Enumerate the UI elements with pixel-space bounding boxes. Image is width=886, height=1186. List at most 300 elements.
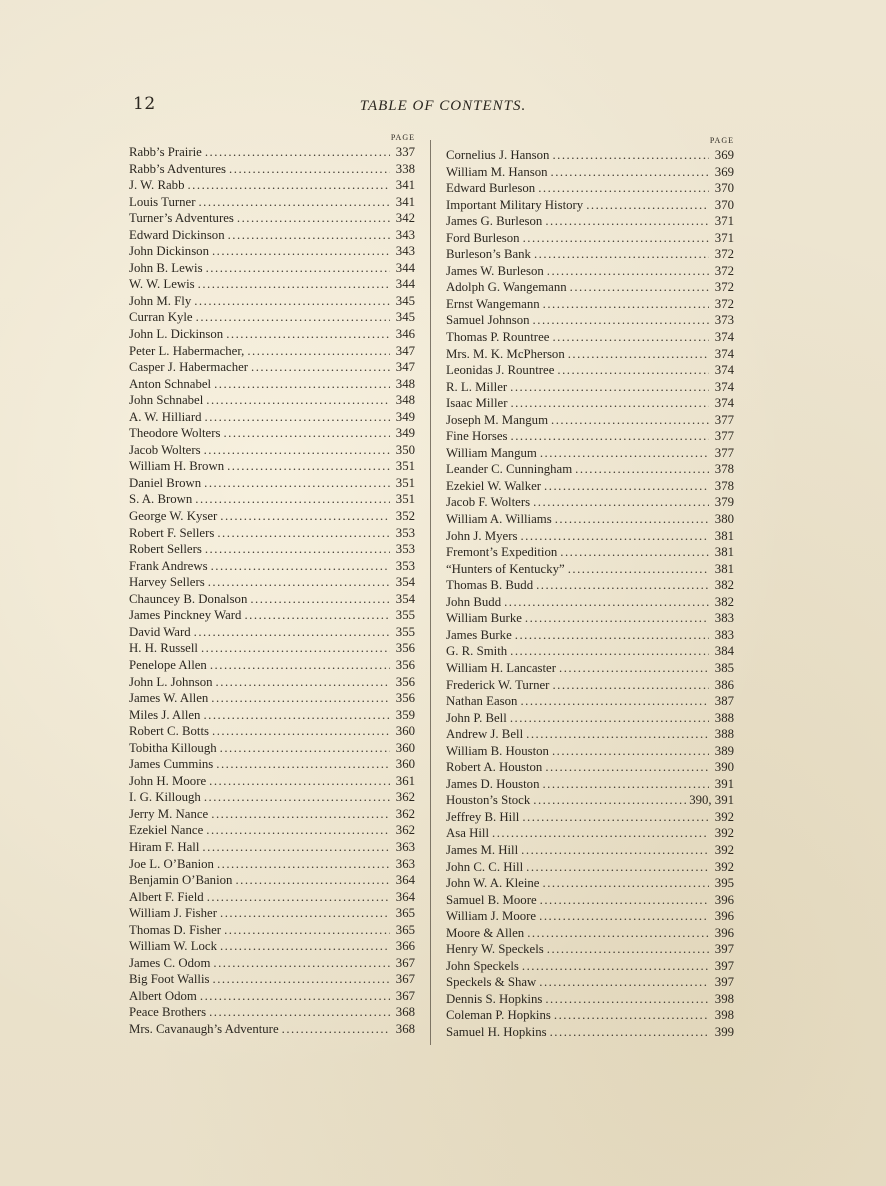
toc-entry bbox=[129, 558, 415, 575]
dot-leader bbox=[195, 491, 390, 508]
toc-entry bbox=[129, 508, 415, 525]
dot-leader bbox=[212, 723, 390, 740]
toc-entry bbox=[446, 842, 734, 859]
toc-entry-title: Jacob F. Wolters bbox=[446, 495, 531, 510]
toc-entry-page: 349 bbox=[395, 409, 415, 424]
toc-entry-title: John Budd bbox=[446, 594, 502, 609]
toc-entry-page: 349 bbox=[395, 426, 415, 441]
dot-leader bbox=[540, 445, 709, 462]
dot-leader bbox=[224, 922, 390, 939]
dot-leader bbox=[523, 230, 709, 247]
toc-entry-page: 362 bbox=[395, 790, 415, 805]
toc-entry bbox=[129, 1004, 415, 1021]
toc-entry-page: 353 bbox=[395, 525, 415, 540]
toc-entry-page: 352 bbox=[395, 509, 415, 524]
toc-entry-page: 378 bbox=[714, 478, 734, 493]
toc-entry bbox=[129, 442, 415, 459]
toc-entry-page: 382 bbox=[714, 578, 734, 593]
toc-entry-title: John H. Moore bbox=[129, 773, 207, 788]
right-column bbox=[446, 135, 736, 1041]
toc-entry-title: Ezekiel Nance bbox=[129, 823, 204, 838]
toc-entry-page: 370 bbox=[714, 197, 734, 212]
toc-entry bbox=[446, 577, 734, 594]
toc-entry-title: John L. Dickinson bbox=[129, 327, 224, 342]
toc-entry-page: 397 bbox=[714, 958, 734, 973]
toc-entry-title: James Pinckney Ward bbox=[129, 608, 242, 623]
toc-entry-title: Moore & Allen bbox=[446, 925, 525, 940]
toc-entry bbox=[446, 379, 734, 396]
toc-entry-page: 395 bbox=[714, 876, 734, 891]
toc-entry bbox=[446, 180, 734, 197]
toc-entry-title: Albert Odom bbox=[129, 988, 197, 1003]
toc-entry bbox=[446, 230, 734, 247]
toc-entry bbox=[129, 607, 415, 624]
dot-leader bbox=[551, 164, 710, 181]
toc-entry-title: James G. Burleson bbox=[446, 214, 543, 229]
toc-entry-title: Edward Burleson bbox=[446, 181, 536, 196]
dot-leader bbox=[510, 395, 709, 412]
running-head: TABLE OF CONTENTS. bbox=[359, 98, 527, 114]
dot-leader bbox=[204, 789, 390, 806]
toc-entry-title: William Burke bbox=[446, 611, 522, 626]
toc-entry bbox=[446, 445, 734, 462]
dot-leader bbox=[555, 511, 709, 528]
toc-entry bbox=[446, 627, 734, 644]
toc-entry bbox=[446, 660, 734, 677]
dot-leader bbox=[203, 707, 390, 724]
toc-entry-page: 367 bbox=[395, 955, 415, 970]
toc-entry-title: William M. Hanson bbox=[446, 164, 548, 179]
toc-entry bbox=[446, 362, 734, 379]
toc-entry-page: 387 bbox=[714, 694, 734, 709]
toc-entry bbox=[129, 144, 415, 161]
toc-entry-page: 363 bbox=[395, 839, 415, 854]
toc-entry-title: Isaac Miller bbox=[446, 396, 508, 411]
dot-leader bbox=[511, 428, 710, 445]
toc-entry bbox=[129, 922, 415, 939]
dot-leader bbox=[209, 773, 390, 790]
toc-entry-page: 382 bbox=[714, 594, 734, 609]
toc-entry-page: 360 bbox=[395, 740, 415, 755]
dot-leader bbox=[194, 293, 390, 310]
dot-leader bbox=[543, 296, 709, 313]
dot-leader bbox=[552, 743, 709, 760]
dot-leader bbox=[214, 376, 390, 393]
dot-leader bbox=[540, 892, 709, 909]
dot-leader bbox=[211, 690, 390, 707]
dot-leader bbox=[201, 640, 390, 657]
toc-entry-title: “Hunters of Kentucky” bbox=[446, 561, 565, 576]
toc-entry bbox=[129, 458, 415, 475]
toc-entry bbox=[446, 213, 734, 230]
dot-leader bbox=[220, 508, 390, 525]
toc-entry-title: John Speckels bbox=[446, 958, 519, 973]
dot-leader bbox=[213, 955, 390, 972]
toc-entry-title: Edward Dickinson bbox=[129, 227, 225, 242]
toc-entry-page: 372 bbox=[714, 296, 734, 311]
toc-entry-page: 354 bbox=[395, 591, 415, 606]
dot-leader bbox=[207, 889, 390, 906]
toc-entry bbox=[129, 210, 415, 227]
dot-leader bbox=[515, 627, 709, 644]
dot-leader bbox=[510, 710, 709, 727]
toc-entry-page: 364 bbox=[395, 873, 415, 888]
dot-leader bbox=[545, 759, 709, 776]
toc-entry-title: Turner’s Adventures bbox=[129, 211, 234, 226]
toc-entry bbox=[129, 227, 415, 244]
toc-entry-title: William J. Fisher bbox=[129, 906, 217, 921]
toc-entry-title: Thomas P. Rountree bbox=[446, 330, 550, 345]
toc-entry-page: 397 bbox=[714, 942, 734, 957]
toc-entry-page: 374 bbox=[714, 396, 734, 411]
toc-entry-page: 362 bbox=[395, 806, 415, 821]
toc-entry bbox=[129, 674, 415, 691]
toc-entry bbox=[446, 561, 734, 578]
toc-entry-page: 345 bbox=[395, 293, 415, 308]
toc-entry-title: W. W. Lewis bbox=[129, 277, 195, 292]
toc-entry-title: James D. Houston bbox=[446, 776, 540, 791]
toc-entry-page: 388 bbox=[714, 710, 734, 725]
dot-leader bbox=[534, 246, 709, 263]
dot-leader bbox=[526, 859, 709, 876]
dot-leader bbox=[237, 210, 390, 227]
toc-entry-title: Big Foot Wallis bbox=[129, 972, 210, 987]
dot-leader bbox=[216, 756, 390, 773]
toc-entry bbox=[129, 276, 415, 293]
toc-entry-page: 396 bbox=[714, 909, 734, 924]
left-column bbox=[129, 132, 419, 1038]
toc-entry-title: Robert C. Botts bbox=[129, 724, 209, 739]
toc-entry bbox=[446, 892, 734, 909]
dot-leader bbox=[220, 905, 390, 922]
toc-entry-title: Robert Sellers bbox=[129, 542, 202, 557]
toc-entry-title: James C. Odom bbox=[129, 955, 211, 970]
toc-entry bbox=[129, 392, 415, 409]
toc-entry bbox=[446, 147, 734, 164]
dot-leader bbox=[552, 329, 709, 346]
dot-leader bbox=[208, 574, 390, 591]
toc-entry-page: 379 bbox=[714, 495, 734, 510]
dot-leader bbox=[229, 161, 390, 178]
dot-leader bbox=[522, 958, 709, 975]
toc-entry-page: 353 bbox=[395, 558, 415, 573]
toc-entry bbox=[129, 541, 415, 558]
toc-entry-page: 390, 391 bbox=[689, 793, 734, 808]
toc-entry-title: Casper J. Habermacher bbox=[129, 360, 249, 375]
dot-leader bbox=[550, 1024, 709, 1041]
dot-leader bbox=[560, 544, 709, 561]
toc-entry bbox=[446, 991, 734, 1008]
toc-entry-page: 353 bbox=[395, 542, 415, 557]
toc-entry bbox=[446, 428, 734, 445]
dot-leader bbox=[200, 988, 390, 1005]
dot-leader bbox=[504, 594, 709, 611]
toc-entry bbox=[446, 809, 734, 826]
toc-entry-page: 371 bbox=[714, 230, 734, 245]
toc-entry-page: 365 bbox=[395, 906, 415, 921]
toc-entry-page: 392 bbox=[714, 826, 734, 841]
toc-entry bbox=[446, 511, 734, 528]
toc-entry-page: 397 bbox=[714, 975, 734, 990]
toc-entry-title: Peace Brothers bbox=[129, 1005, 207, 1020]
toc-entry bbox=[446, 329, 734, 346]
toc-entry-title: Peter L. Habermacher, bbox=[129, 343, 245, 358]
dot-leader bbox=[542, 776, 709, 793]
toc-entry-title: Coleman P. Hopkins bbox=[446, 1008, 551, 1023]
toc-entry-page: 398 bbox=[714, 1008, 734, 1023]
toc-entry-page: 372 bbox=[714, 280, 734, 295]
toc-entry-page: 360 bbox=[395, 724, 415, 739]
toc-entry-title: Mrs. Cavanaugh’s Adventure bbox=[129, 1021, 279, 1036]
toc-entry-page: 351 bbox=[395, 492, 415, 507]
toc-entry bbox=[129, 756, 415, 773]
toc-entry bbox=[129, 657, 415, 674]
dot-leader bbox=[525, 610, 709, 627]
toc-entry bbox=[446, 246, 734, 263]
page-column-heading: PAGE bbox=[709, 136, 734, 145]
toc-entry bbox=[446, 395, 734, 412]
toc-entry-title: James M. Hill bbox=[446, 842, 519, 857]
toc-entry-title: Asa Hill bbox=[446, 826, 490, 841]
dot-leader bbox=[557, 362, 709, 379]
toc-entry-page: 398 bbox=[714, 991, 734, 1006]
dot-leader bbox=[559, 660, 709, 677]
dot-leader bbox=[521, 842, 709, 859]
toc-entry-title: Ernst Wangemann bbox=[446, 296, 540, 311]
toc-entry bbox=[129, 475, 415, 492]
toc-entry bbox=[446, 958, 734, 975]
toc-entry-page: 392 bbox=[714, 809, 734, 824]
toc-entry-page: 356 bbox=[395, 657, 415, 672]
toc-entry-page: 343 bbox=[395, 244, 415, 259]
toc-entry-page: 374 bbox=[714, 346, 734, 361]
toc-entry-title: Fine Horses bbox=[446, 429, 508, 444]
dot-leader bbox=[510, 643, 709, 660]
dot-leader bbox=[586, 197, 709, 214]
dot-leader bbox=[552, 677, 709, 694]
toc-entry-title: Robert F. Sellers bbox=[129, 525, 215, 540]
toc-entry-title: H. H. Russell bbox=[129, 641, 198, 656]
toc-entry bbox=[446, 743, 734, 760]
toc-entry-title: Cornelius J. Hanson bbox=[446, 148, 550, 162]
page-number: 12 bbox=[133, 94, 156, 114]
toc-entry bbox=[129, 309, 415, 326]
dot-leader bbox=[196, 309, 390, 326]
toc-entry-title: John L. Johnson bbox=[129, 674, 213, 689]
dot-leader bbox=[545, 213, 709, 230]
dot-leader bbox=[216, 674, 390, 691]
toc-entry bbox=[129, 872, 415, 889]
toc-entry-page: 356 bbox=[395, 691, 415, 706]
dot-leader bbox=[213, 971, 390, 988]
toc-entry-page: 367 bbox=[395, 988, 415, 1003]
toc-entry-title: Anton Schnabel bbox=[129, 376, 212, 391]
dot-leader bbox=[575, 461, 709, 478]
toc-entry-page: 396 bbox=[714, 892, 734, 907]
dot-leader bbox=[205, 144, 390, 161]
toc-entry bbox=[129, 988, 415, 1005]
toc-entry bbox=[129, 707, 415, 724]
dot-leader bbox=[539, 908, 709, 925]
toc-entry bbox=[129, 690, 415, 707]
toc-entry bbox=[446, 710, 734, 727]
toc-entry-title: Harvey Sellers bbox=[129, 575, 205, 590]
toc-entry-page: 350 bbox=[395, 442, 415, 457]
toc-entry-title: Joe L. O’Banion bbox=[129, 856, 214, 871]
toc-entry bbox=[446, 312, 734, 329]
dot-leader bbox=[217, 856, 390, 873]
toc-entry-title: Rabb’s Adventures bbox=[129, 161, 227, 176]
toc-entry-page: 368 bbox=[395, 1021, 415, 1036]
toc-entry-title: Speckels & Shaw bbox=[446, 975, 537, 990]
toc-entry-page: 351 bbox=[395, 459, 415, 474]
dot-leader bbox=[536, 577, 709, 594]
toc-entry bbox=[446, 643, 734, 660]
toc-entry-title: James Burke bbox=[446, 627, 512, 642]
toc-entry-title: William H. Lancaster bbox=[446, 660, 556, 675]
toc-entry-page: 381 bbox=[714, 528, 734, 543]
toc-entry-title: John J. Myers bbox=[446, 528, 518, 543]
toc-entry-page: 399 bbox=[714, 1024, 734, 1039]
toc-entry-title: Robert A. Houston bbox=[446, 760, 543, 775]
toc-entry bbox=[446, 875, 734, 892]
toc-entry-title: Rabb’s Prairie bbox=[129, 145, 202, 159]
toc-entry-title: Thomas D. Fisher bbox=[129, 922, 222, 937]
toc-entry-page: 392 bbox=[714, 859, 734, 874]
dot-leader bbox=[552, 147, 709, 164]
toc-entry-page: 377 bbox=[714, 445, 734, 460]
toc-entry-page: 359 bbox=[395, 707, 415, 722]
toc-entry-title: John C. C. Hill bbox=[446, 859, 524, 874]
toc-entry bbox=[129, 260, 415, 277]
toc-entry bbox=[446, 1024, 734, 1041]
toc-entry-title: Henry W. Speckels bbox=[446, 942, 544, 957]
toc-entry-page: 355 bbox=[395, 608, 415, 623]
toc-entry-page: 355 bbox=[395, 624, 415, 639]
toc-entry-title: Joseph M. Mangum bbox=[446, 412, 549, 427]
toc-entry-title: Frederick W. Turner bbox=[446, 677, 550, 692]
dot-leader bbox=[226, 326, 390, 343]
toc-entry bbox=[129, 525, 415, 542]
dot-leader bbox=[198, 276, 390, 293]
toc-entry-page: 356 bbox=[395, 674, 415, 689]
toc-entry-page: 373 bbox=[714, 313, 734, 328]
toc-entry bbox=[446, 197, 734, 214]
toc-entry-title: Samuel Johnson bbox=[446, 313, 530, 328]
dot-leader bbox=[526, 726, 709, 743]
dot-leader bbox=[209, 1004, 390, 1021]
toc-entry bbox=[446, 478, 734, 495]
toc-entry-title: J. W. Rabb bbox=[129, 178, 185, 193]
dot-leader bbox=[533, 792, 686, 809]
toc-entry-page: 386 bbox=[714, 677, 734, 692]
toc-entry-title: Houston’s Stock bbox=[446, 793, 531, 808]
toc-entry bbox=[446, 263, 734, 280]
toc-entry-title: Miles J. Allen bbox=[129, 707, 201, 722]
toc-entry-page: 364 bbox=[395, 889, 415, 904]
toc-entry bbox=[446, 726, 734, 743]
toc-entry-title: William J. Moore bbox=[446, 909, 537, 924]
dot-leader bbox=[545, 991, 709, 1008]
toc-entry-page: 374 bbox=[714, 363, 734, 378]
toc-entry bbox=[129, 740, 415, 757]
dot-leader bbox=[204, 442, 390, 459]
toc-entry-title: John B. Lewis bbox=[129, 260, 203, 275]
toc-entry-title: William W. Lock bbox=[129, 939, 217, 954]
dot-leader bbox=[198, 194, 390, 211]
toc-entry bbox=[446, 974, 734, 991]
toc-entry bbox=[129, 343, 415, 360]
toc-entry-title: Daniel Brown bbox=[129, 475, 202, 490]
dot-leader bbox=[244, 607, 390, 624]
toc-entry-page: 370 bbox=[714, 181, 734, 196]
dot-leader bbox=[520, 528, 709, 545]
dot-leader bbox=[547, 941, 709, 958]
toc-entry-title: William B. Houston bbox=[446, 743, 549, 758]
toc-entry-page: 374 bbox=[714, 379, 734, 394]
dot-leader bbox=[554, 1007, 709, 1024]
toc-entry bbox=[446, 925, 734, 942]
toc-entry-title: William A. Williams bbox=[446, 512, 552, 527]
dot-leader bbox=[212, 243, 390, 260]
toc-entry-page: 374 bbox=[714, 330, 734, 345]
toc-entry-title: Ezekiel W. Walker bbox=[446, 478, 542, 493]
toc-entry-title: Jacob Wolters bbox=[129, 442, 201, 457]
toc-entry-title: Tobitha Killough bbox=[129, 740, 217, 755]
dot-leader bbox=[223, 425, 390, 442]
toc-entry bbox=[446, 296, 734, 313]
toc-entry-page: 372 bbox=[714, 247, 734, 262]
toc-entry-title: Frank Andrews bbox=[129, 558, 208, 573]
toc-entry-title: James W. Burleson bbox=[446, 263, 544, 278]
dot-leader bbox=[205, 541, 390, 558]
dot-leader bbox=[247, 343, 390, 360]
toc-entry-title: Hiram F. Hall bbox=[129, 839, 200, 854]
dot-leader bbox=[211, 558, 390, 575]
toc-entry-title: George W. Kyser bbox=[129, 509, 218, 524]
dot-leader bbox=[539, 974, 709, 991]
toc-entry bbox=[129, 1021, 415, 1038]
toc-entry-title: Thomas B. Budd bbox=[446, 578, 534, 593]
toc-entry-page: 367 bbox=[395, 972, 415, 987]
toc-entry bbox=[446, 346, 734, 363]
toc-entry-page: 380 bbox=[714, 512, 734, 527]
toc-entry-page: 354 bbox=[395, 575, 415, 590]
dot-leader bbox=[547, 263, 709, 280]
dot-leader bbox=[570, 279, 709, 296]
toc-entry-title: Burleson’s Bank bbox=[446, 247, 531, 262]
toc-entry-title: Samuel H. Hopkins bbox=[446, 1024, 547, 1039]
toc-entry-title: Leander C. Cunningham bbox=[446, 462, 573, 477]
toc-entry bbox=[446, 610, 734, 627]
toc-entry bbox=[129, 905, 415, 922]
toc-entry bbox=[129, 822, 415, 839]
toc-entry bbox=[446, 594, 734, 611]
toc-entry bbox=[446, 825, 734, 842]
toc-entry-title: Louis Turner bbox=[129, 194, 196, 209]
toc-entry-title: Ford Burleson bbox=[446, 230, 520, 245]
dot-leader bbox=[543, 875, 710, 892]
toc-entry-title: John Dickinson bbox=[129, 244, 209, 259]
toc-entry-title: Nathan Eason bbox=[446, 694, 518, 709]
dot-leader bbox=[527, 925, 709, 942]
toc-entry-title: Andrew J. Bell bbox=[446, 727, 524, 742]
dot-leader bbox=[235, 872, 390, 889]
toc-entry-page: 344 bbox=[395, 260, 415, 275]
toc-entry-page: 368 bbox=[395, 1005, 415, 1020]
toc-entry-title: William H. Brown bbox=[129, 459, 225, 474]
toc-entry-title: R. L. Miller bbox=[446, 379, 508, 394]
